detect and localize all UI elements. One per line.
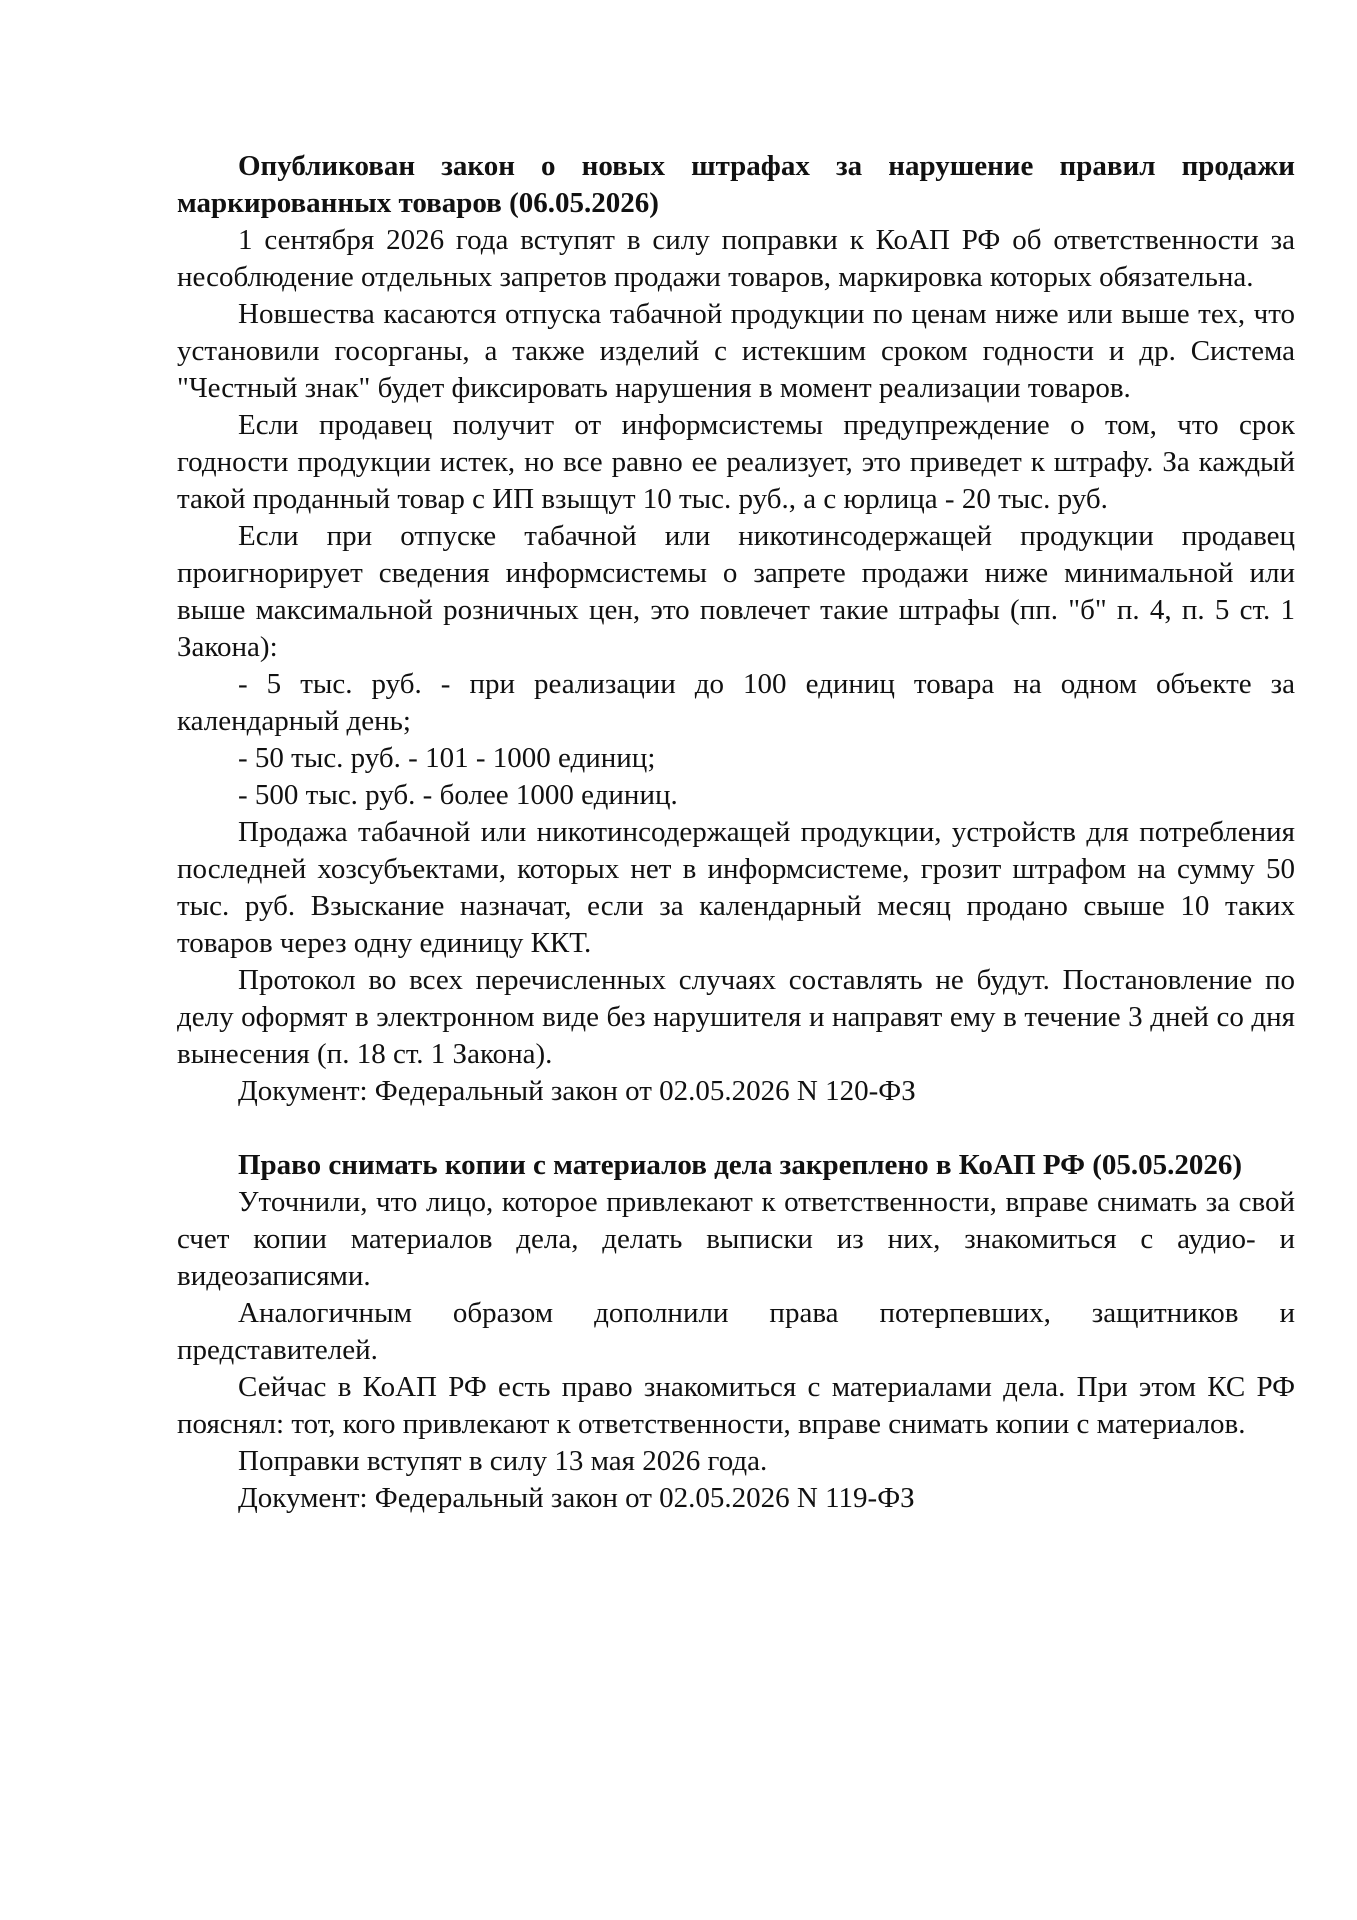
article-title: Опубликован закон о новых штрафах за нарушение правил продажи маркированных товаров (06.05.2026) bbox=[177, 150, 1295, 219]
article-paragraph: Новшества касаются отпуска табачной продукции по ценам ниже или выше тех, что установили госорганы, а также изделий с истекшим сроком годности и др. Система "Честный знак" будет фиксировать нарушения в момент реализации товаров. bbox=[177, 298, 1295, 404]
fine-list-item: - 5 тыс. руб. - при реализации до 100 единиц товара на одном объекте за календарный день; bbox=[177, 668, 1295, 737]
document-page bbox=[177, 148, 1295, 1517]
article-paragraph: Аналогичным образом дополнили права потерпевших, защитников и представителей. bbox=[177, 1297, 1295, 1366]
article-paragraph: Если продавец получит от информсистемы предупреждение о том, что срок годности продукции истек, но все равно ее реализует, это приведет к штрафу. За каждый такой проданный товар с ИП взыщут 10 тыс. руб., а с юрлица - 20 тыс. руб. bbox=[177, 409, 1295, 515]
article-paragraph: 1 сентября 2026 года вступят в силу поправки к КоАП РФ об ответственности за несоблюдение отдельных запретов продажи товаров, маркировка которых обязательна. bbox=[177, 224, 1295, 293]
document-reference: Документ: Федеральный закон от 02.05.2026 N 119-ФЗ bbox=[238, 1482, 915, 1514]
article-paragraph: Протокол во всех перечисленных случаях составлять не будут. Постановление по делу оформят в электронном виде без нарушителя и направят ему в течение 3 дней со дня вынесения (п. 18 ст. 1 Закона). bbox=[177, 964, 1295, 1070]
fine-list-item: - 500 тыс. руб. - более 1000 единиц. bbox=[238, 779, 678, 811]
article-paragraph: Если при отпуске табачной или никотинсодержащей продукции продавец проигнорирует сведения информсистемы о запрете продажи ниже минимальной или выше максимальной розничных цен, это повлечет такие штрафы (пп. "б" п. 4, п. 5 ст. 1 Закона): bbox=[177, 520, 1295, 663]
article-paragraph: Поправки вступят в силу 13 мая 2026 года. bbox=[238, 1445, 768, 1477]
article-paragraph: Сейчас в КоАП РФ есть право знакомиться с материалами дела. При этом КС РФ пояснял: тот, кого привлекают к ответственности, вправе снимать копии с материалов. bbox=[177, 1371, 1295, 1440]
article-paragraph: Продажа табачной или никотинсодержащей продукции, устройств для потребления последней хозсубъектами, которых нет в информсистеме, грозит штрафом на сумму 50 тыс. руб. Взыскание назначат, если за календарный месяц продано свыше 10 таких товаров через одну единицу ККТ. bbox=[177, 816, 1295, 959]
document-reference: Документ: Федеральный закон от 02.05.2026 N 120-ФЗ bbox=[238, 1075, 916, 1107]
article-title: Право снимать копии с материалов дела закреплено в КоАП РФ (05.05.2026) bbox=[238, 1149, 1243, 1181]
article-marking-fines bbox=[177, 148, 1295, 1110]
article-case-copies bbox=[177, 1147, 1295, 1517]
article-paragraph: Уточнили, что лицо, которое привлекают к ответственности, вправе снимать за свой счет копии материалов дела, делать выписки из них, знакомиться с аудио- и видеозаписями. bbox=[177, 1186, 1295, 1292]
fine-list-item: - 50 тыс. руб. - 101 - 1000 единиц; bbox=[238, 742, 656, 774]
